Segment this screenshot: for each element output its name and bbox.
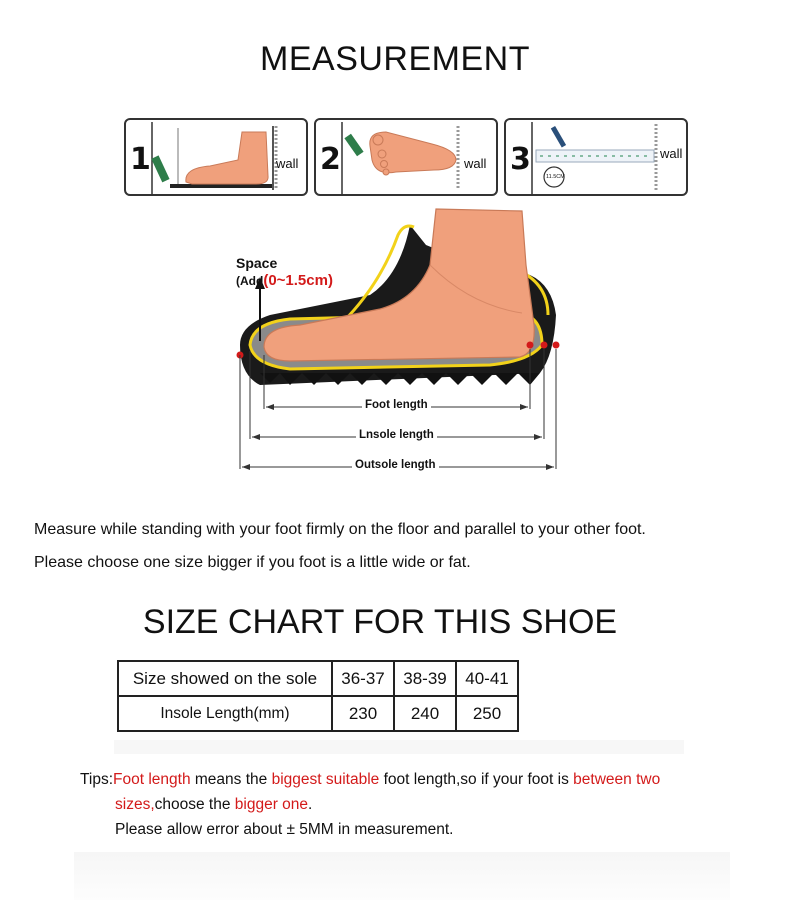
tips-note: Please allow error about ± 5MM in measurement.: [115, 821, 454, 838]
table-cell: 240: [394, 696, 456, 731]
tips-highlight: between two: [573, 771, 661, 788]
outsole-length-label: Outsole length: [352, 459, 439, 471]
background-band: [74, 852, 730, 900]
instruction-1: Measure while standing with your foot firmly on the floor and parallel to your other foot.: [34, 521, 646, 538]
space-range-value: (0~1.5cm): [263, 272, 333, 289]
background-band: [114, 740, 684, 754]
size-chart-table: [117, 660, 519, 732]
tips-highlight: sizes,: [115, 796, 155, 813]
foot-length-label: Foot length: [362, 399, 431, 411]
space-label: Space: [236, 255, 278, 271]
tips-text: choose the: [154, 796, 235, 813]
table-cell: 40-41: [456, 661, 518, 696]
ruler-reading: 11.5CM: [546, 174, 565, 180]
table-cell: 36-37: [332, 661, 394, 696]
measurement-steps: [124, 118, 688, 198]
table-row: [118, 696, 518, 731]
step-number: 2: [320, 142, 341, 177]
tips-prefix: Tips:: [80, 771, 114, 788]
tips-highlight: bigger one: [234, 796, 309, 813]
table-cell: 230: [332, 696, 394, 731]
tips-highlight: Foot length: [113, 771, 191, 788]
step-number: 3: [510, 142, 531, 177]
step-1-box: [124, 118, 308, 196]
space-range: [236, 272, 333, 289]
tips-block: [80, 767, 730, 842]
step-number: 1: [130, 142, 151, 177]
size-chart-title: SIZE CHART FOR THIS SHOE: [142, 603, 618, 641]
tips-line-1: [80, 767, 730, 792]
table-header-cell: Insole Length(mm): [118, 696, 332, 731]
tips-line-3: [80, 817, 730, 842]
tips-text: .: [308, 796, 313, 813]
wall-label: wall: [660, 146, 683, 161]
step-2-box: [314, 118, 498, 196]
insole-length-label: Lnsole length: [356, 429, 437, 441]
table-cell: 250: [456, 696, 518, 731]
wall-label: wall: [276, 156, 299, 171]
tips-highlight: biggest suitable: [271, 771, 380, 788]
tips-text: means the: [190, 771, 272, 788]
table-header-cell: Size showed on the sole: [118, 661, 332, 696]
wall-label: wall: [464, 156, 487, 171]
table-cell: 38-39: [394, 661, 456, 696]
space-add-text: (Add: [236, 274, 264, 288]
table-row: [118, 661, 518, 696]
tips-line-2: [80, 792, 730, 817]
step-3-box: [504, 118, 688, 196]
page-title: MEASUREMENT: [260, 40, 530, 78]
tips-text: foot length,so if your foot is: [379, 771, 574, 788]
instruction-2: Please choose one size bigger if you foot is a little wide or fat.: [34, 554, 471, 571]
